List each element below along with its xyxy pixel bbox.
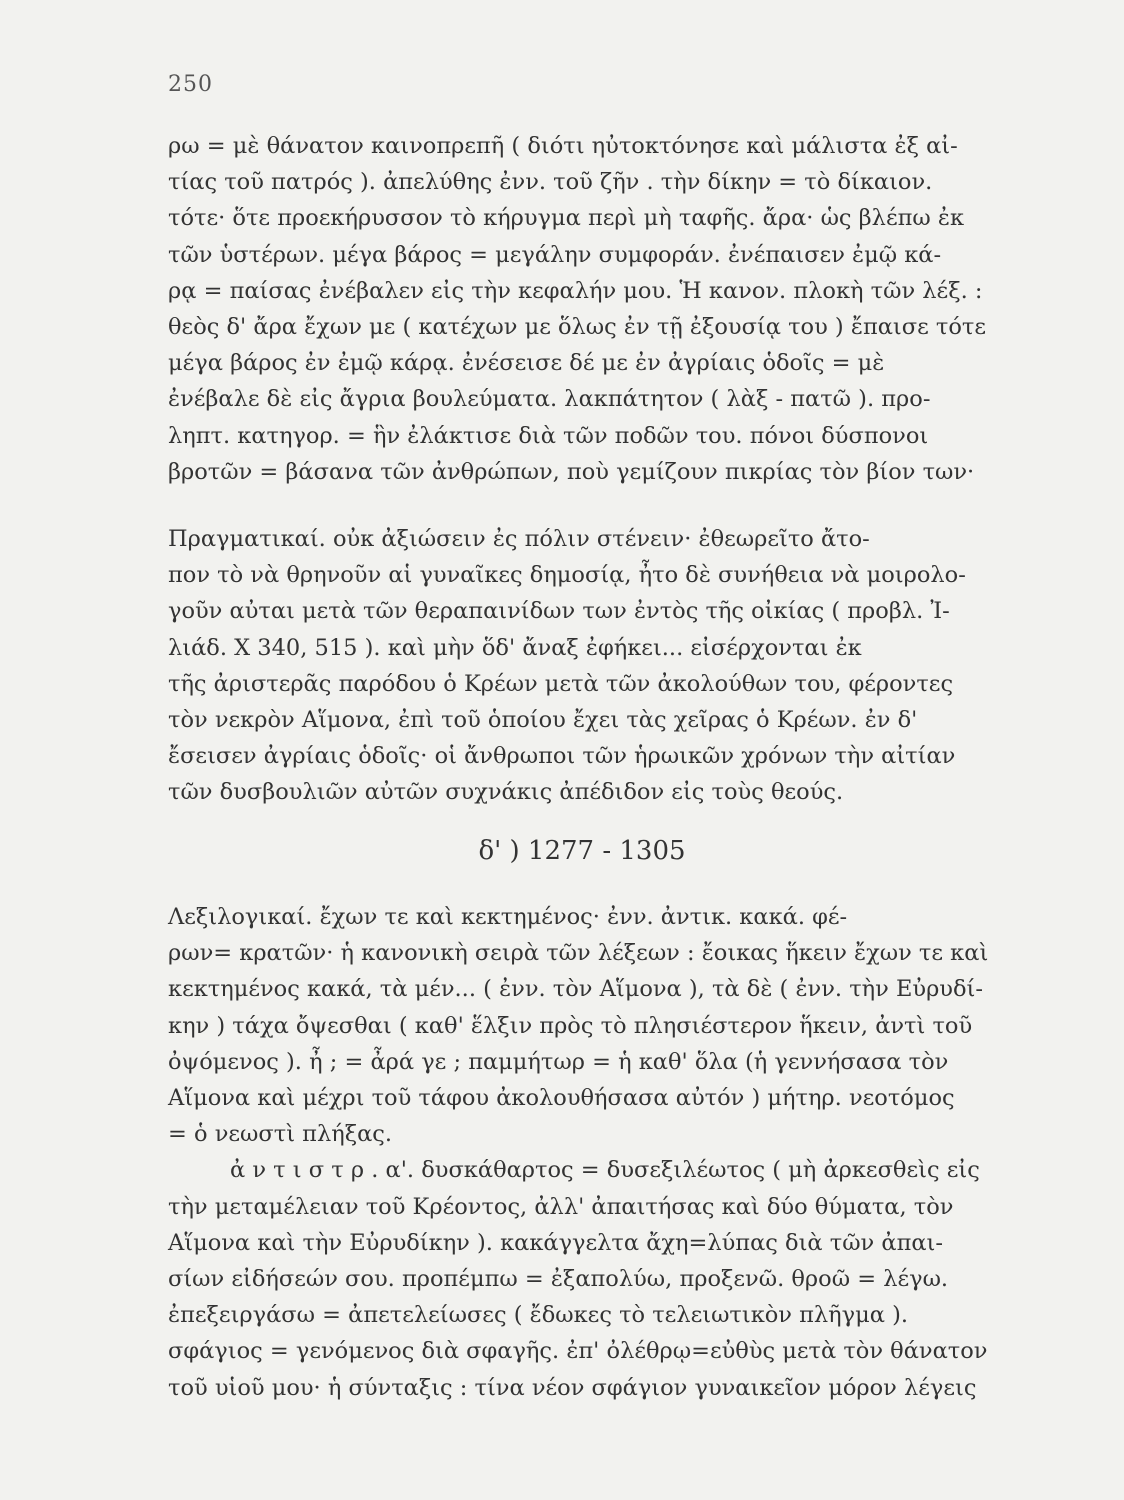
text-line: = ὁ νεωστὶ πλήξας. xyxy=(168,1121,393,1148)
text-line: τῆς ἀριστερᾶς παρόδου ὁ Κρέων μετὰ τῶν ἀκολούθων του, φέροντες xyxy=(168,670,954,697)
text-line: τότε· ὅτε προεκήρυσσον τὸ κήρυγμα περὶ μὴ ταφῆς. ἄρα· ὡς βλέπω ἐκ xyxy=(168,205,965,232)
text-line: σίων εἰδήσεών σου. προπέμπω = ἐξαπολύω, προξενῶ. θροῶ = λέγω. xyxy=(168,1266,949,1293)
text-line: θεὸς δ' ἄρα ἔχων με ( κατέχων με ὅλως ἐν τῇ ἐξουσίᾳ του ) ἔπαισε τότε xyxy=(168,314,987,341)
commentary-paragraph-2 xyxy=(168,521,1008,811)
text-line: βροτῶν = βάσανα τῶν ἀνθρώπων, ποὺ γεμίζουν πικρίας τὸν βίον των· xyxy=(168,458,975,485)
text-line: μέγα βάρος ἐν ἐμῷ κάρᾳ. ἐνέσεισε δέ με ἐν ἀγρίαις ὁδοῖς = μὲ xyxy=(168,350,885,377)
text-line: ληπτ. κατηγορ. = ἣν ἐλάκτισε διὰ τῶν ποδῶν του. πόνοι δύσπονοι xyxy=(168,422,929,449)
text-line: Πραγματικαί. οὐκ ἀξιώσειν ἐς πόλιν στένειν· ἐθεωρεῖτο ἄτο- xyxy=(168,526,870,552)
page-number: 250 xyxy=(168,72,213,97)
text-line: ρω = μὲ θάνατον καινοπρεπῆ ( διότι ηὐτοκτόνησε καὶ μάλιστα ἐξ αἰ- xyxy=(168,133,958,159)
commentary-paragraph-1 xyxy=(168,128,1008,490)
text-line: κεκτημένος κακά, τὰ μέν... ( ἐνν. τὸν Αἵμονα ), τὰ δὲ ( ἐνν. τὴν Εὐρυδί- xyxy=(168,976,983,1003)
text-line: πον τὸ νὰ θρηνοῦν αἱ γυναῖκες δημοσίᾳ, ἦτο δὲ συνήθεια νὰ μοιρολο- xyxy=(168,562,966,589)
text-line: ἐπεξειργάσω = ἀπετελείωσες ( ἔδωκες τὸ τελειωτικὸν πλῆγμα ). xyxy=(168,1302,909,1329)
text-line: Λεξιλογικαί. ἔχων τε καὶ κεκτημένος· ἐνν. ἀντικ. κακά. φέ- xyxy=(168,904,848,930)
text-line: τῶν δυσβουλιῶν αὐτῶν συχνάκις ἀπέδιδον εἰς τοὺς θεούς. xyxy=(168,779,844,806)
text-line: τοῦ υἱοῦ μου· ἡ σύνταξις : τίνα νέον σφάγιον γυναικεῖον μόρον λέγεις xyxy=(168,1374,977,1401)
commentary-paragraph-3 xyxy=(168,899,1008,1406)
text-line: ἀ ν τ ι σ τ ρ . α'. δυσκάθαρτος = δυσεξιλέωτος ( μὴ ἀρκεσθεὶς εἰς xyxy=(230,1157,980,1184)
text-line: ἔσεισεν ἀγρίαις ὁδοῖς· οἱ ἄνθρωποι τῶν ἡρωικῶν χρόνων τὴν αἰτίαν xyxy=(168,743,956,770)
text-line: Αἵμονα καὶ μέχρι τοῦ τάφου ἀκολουθήσασα αὐτόν ) μήτηρ. νεοτόμος xyxy=(168,1085,955,1112)
text-line: ρων= κρατῶν· ἡ κανονικὴ σειρὰ τῶν λέξεων : ἔοικας ἥκειν ἔχων τε καὶ xyxy=(168,940,989,967)
text-line: τὴν μεταμέλειαν τοῦ Κρέοντος, ἀλλ' ἀπαιτήσας καὶ δύο θύματα, τὸν xyxy=(168,1193,954,1220)
text-line: ρᾳ = παίσας ἐνέβαλεν εἰς τὴν κεφαλήν μου. Ἡ κανον. πλοκὴ τῶν λέξ. : xyxy=(168,277,983,304)
text-line: ὀψόμενος ). ἦ ; = ἆρά γε ; παμμήτωρ = ἡ καθ' ὅλα (ἡ γεννήσασα τὸν xyxy=(168,1048,949,1075)
text-line: γοῦν αὐται μετὰ τῶν θεραπαινίδων των ἐντὸς τῆς οἰκίας ( προβλ. Ἰ- xyxy=(168,598,950,625)
text-line: κην ) τάχα ὄψεσθαι ( καθ' ἕλξιν πρὸς τὸ πλησιέστερον ἥκειν, ἀντὶ τοῦ xyxy=(168,1012,973,1039)
text-line: σφάγιος = γενόμενος διὰ σφαγῆς. ἐπ' ὀλέθρῳ=εὐθὺς μετὰ τὸν θάνατον xyxy=(168,1338,988,1365)
text-line: λιάδ. X 340, 515 ). καὶ μὴν ὅδ' ἄναξ ἐφήκει... εἰσέρχονται ἐκ xyxy=(168,634,862,661)
text-line: τίας τοῦ πατρός ). ἀπελύθης ἐνν. τοῦ ζῆν . τὴν δίκην = τὸ δίκαιον. xyxy=(168,169,933,196)
text-line: τῶν ὑστέρων. μέγα βάρος = μεγάλην συμφοράν. ἐνέπαισεν ἐμῷ κά- xyxy=(168,241,942,268)
text-line: Αἵμονα καὶ τὴν Εὐρυδίκην ). κακάγγελτα ἄχη=λύπας διὰ τῶν ἀπαι- xyxy=(168,1229,943,1256)
text-line: ἐνέβαλε δὲ εἰς ἄγρια βουλεύματα. λακπάτητον ( λὰξ - πατῶ ). προ- xyxy=(168,386,931,413)
text-line: τὸν νεκρὸν Αἵμονα, ἐπὶ τοῦ ὁποίου ἔχει τὰς χεῖρας ὁ Κρέων. ἐν δ' xyxy=(168,707,918,734)
section-heading: δ' ) 1277 - 1305 xyxy=(478,836,686,866)
